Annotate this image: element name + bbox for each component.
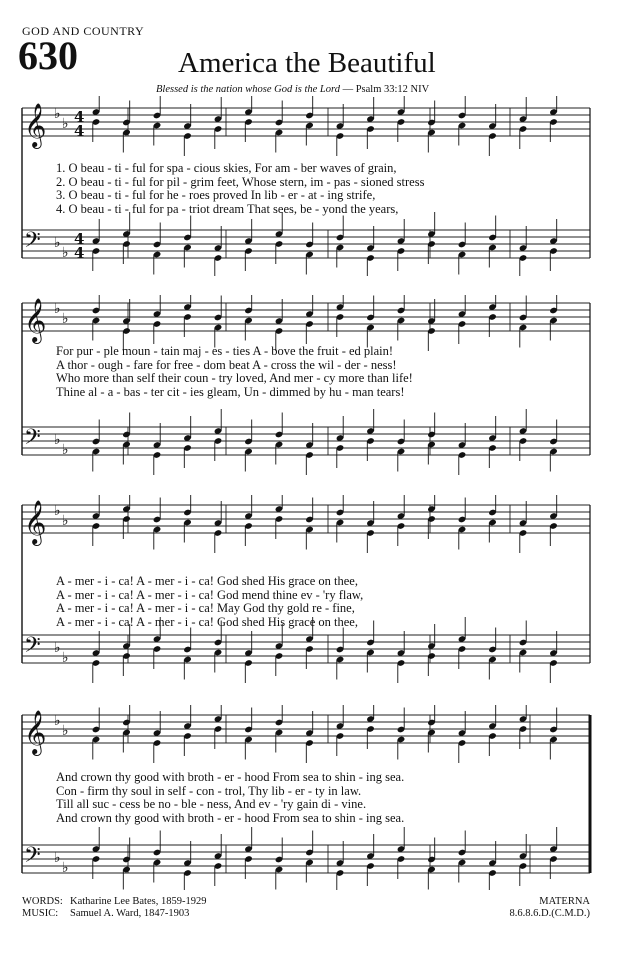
hymn-number: 630	[18, 33, 78, 78]
lyric-line: A thor - ough - fare for free - dom beat A - cross the wil - der - ness!	[56, 358, 397, 372]
music-system-2	[0, 295, 640, 485]
verse-lyrics	[56, 771, 570, 825]
credits	[22, 896, 206, 920]
flat-sign-icon: ♭	[62, 513, 69, 529]
words-credit: Katharine Lee Bates, 1859-1929	[70, 896, 207, 907]
music-label: MUSIC:	[22, 908, 59, 919]
lyric-line: For pur - ple moun - tain maj - es - ties A - bove the fruit - ed plain!	[56, 345, 394, 358]
lyric-line: A - mer - i - ca! A - mer - i - ca! God shed His grace on thee,	[56, 615, 358, 629]
flat-sign-icon: ♭	[62, 860, 69, 876]
treble-clef-icon: 𝄞	[24, 710, 47, 754]
lyric-line: Thine al - a - bas - ter cit - ies gleam, Un - dimmed by hu - man tears!	[56, 385, 405, 399]
flat-sign-icon: ♭	[54, 235, 61, 251]
flat-sign-icon: ♭	[62, 650, 69, 666]
meter: 8.6.8.6.D.(C.M.D.)	[509, 908, 590, 919]
bass-clef-icon: 𝄢	[24, 843, 41, 873]
flat-sign-icon: ♭	[62, 442, 69, 458]
epigraph-text: Blessed is the nation whose God is the Lord	[156, 84, 340, 95]
lyric-line: 4. O beau - ti - ful for pa - triot dream That sees, be - yond the years,	[56, 202, 399, 216]
flat-sign-icon: ♭	[62, 311, 69, 327]
bass-clef-icon: 𝄢	[24, 228, 41, 258]
lyric-line: 2. O beau - ti - ful for pil - grim feet, Whose stern, im - pas - sioned stress	[56, 175, 425, 189]
verse-lyrics	[56, 162, 570, 216]
flat-sign-icon: ♭	[62, 116, 69, 132]
flat-sign-icon: ♭	[54, 106, 61, 122]
time-signature-bottom: 4	[74, 122, 85, 140]
lyric-line: Con - firm thy soul in self - con - trol, Thy lib - er - ty in law.	[56, 784, 362, 798]
lyric-line: A - mer - i - ca! A - mer - i - ca! God mend thine ev - 'ry flaw,	[56, 588, 364, 602]
tune-name: MATERNA	[539, 896, 590, 907]
treble-clef-icon: 𝄞	[24, 103, 47, 147]
lyric-line: Till all suc - cess be no - ble - ness, And ev - 'ry gain di - vine.	[56, 798, 367, 811]
music-credit: Samuel A. Ward, 1847-1903	[70, 908, 190, 919]
lyric-line: Who more than self their coun - try loved, And mer - cy more than life!	[56, 372, 413, 385]
time-signature-top: 4	[74, 230, 85, 248]
verse-lyrics	[56, 345, 570, 399]
verse-lyrics	[56, 575, 570, 629]
words-label: WORDS:	[22, 896, 63, 907]
bass-clef-icon: 𝄢	[24, 425, 41, 455]
lyric-line: A - mer - i - ca! A - mer - i - ca! God shed His grace on thee,	[56, 575, 358, 588]
treble-clef-icon: 𝄞	[24, 500, 47, 544]
flat-sign-icon: ♭	[62, 245, 69, 261]
lyric-line: 1. O beau - ti - ful for spa - cious skies, For am - ber waves of grain,	[56, 162, 397, 175]
music-system-3	[0, 495, 640, 685]
lyric-line: 3. O beau - ti - ful for he - roes proved In lib - er - at - ing strife,	[56, 189, 376, 202]
lyric-line: And crown thy good with broth - er - hood From sea to shin - ing sea.	[56, 771, 405, 784]
time-signature-top: 4	[74, 108, 85, 126]
music-system-1	[0, 96, 640, 276]
time-signature-bottom: 4	[74, 244, 85, 262]
epigraph-reference: — Psalm 33:12 NIV	[342, 84, 430, 95]
music-system-4	[0, 705, 640, 890]
treble-clef-icon: 𝄞	[24, 298, 47, 342]
flat-sign-icon: ♭	[54, 301, 61, 317]
flat-sign-icon: ♭	[54, 432, 61, 448]
lyric-line: And crown thy good with broth - er - hood From sea to shin - ing sea.	[56, 811, 405, 825]
flat-sign-icon: ♭	[54, 850, 61, 866]
hymn-title: America the Beautiful	[178, 47, 436, 79]
bass-clef-icon: 𝄢	[24, 633, 41, 663]
flat-sign-icon: ♭	[54, 713, 61, 729]
lyric-line: A - mer - i - ca! A - mer - i - ca! May God thy gold re - fine,	[56, 602, 355, 615]
flat-sign-icon: ♭	[54, 640, 61, 656]
flat-sign-icon: ♭	[54, 503, 61, 519]
tune-info	[510, 896, 591, 920]
flat-sign-icon: ♭	[62, 723, 69, 739]
scripture-epigraph	[156, 84, 429, 95]
section-heading: GOD AND COUNTRY	[22, 24, 145, 38]
